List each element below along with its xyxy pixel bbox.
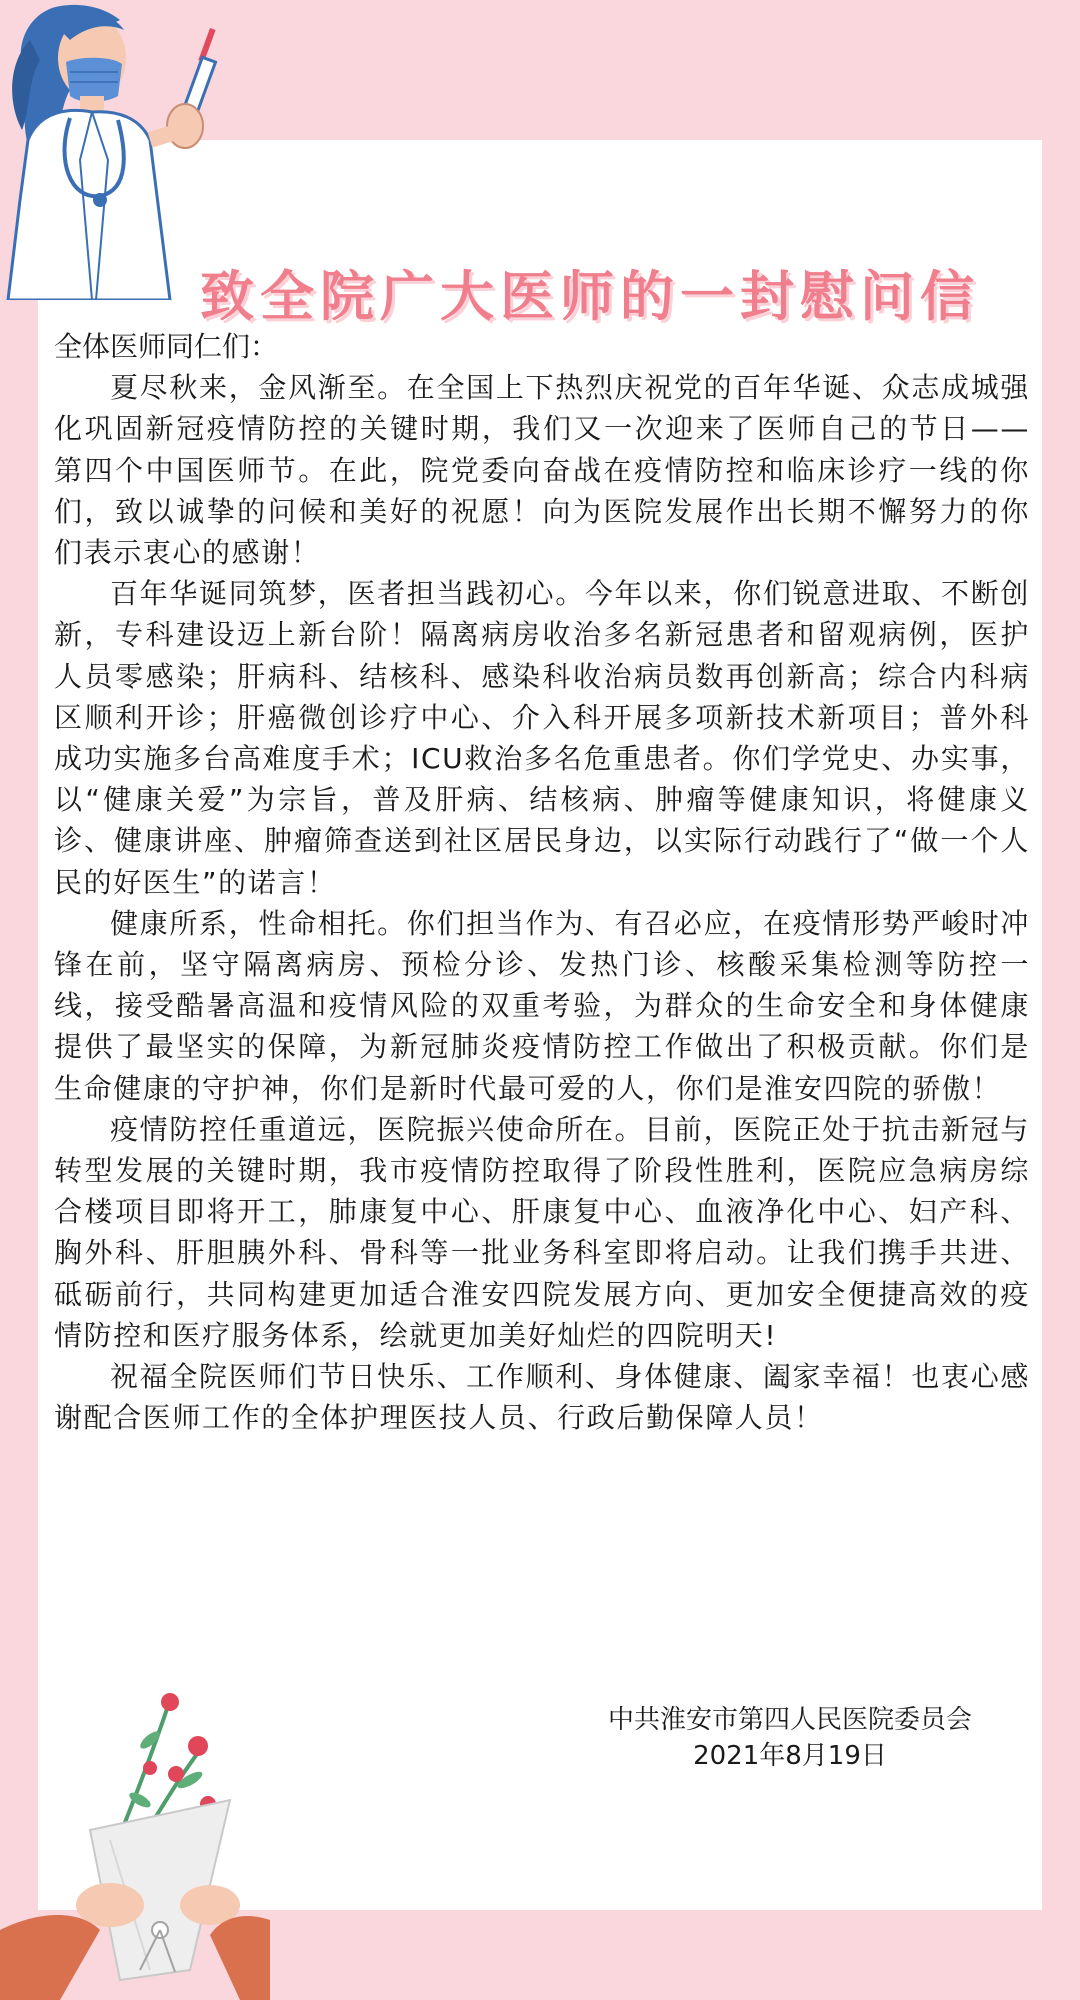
signature-date: 2021年8月19日 (693, 1741, 887, 1771)
letter-paragraph: 夏尽秋来，金风渐至。在全国上下热烈庆祝党的百年华诞、众志成城强化巩固新冠疫情防控的关键时期，我们又一次迎来了医师自己的节日——第四个中国医师节。在此，院党委向奋战在疫情防控和临床诊疗一线的你们，致以诚挚的问候和美好的祝愿！向为医院发展作出长期不懈努力的你们表示衷心的感谢！ (54, 371, 1030, 570)
letter-paragraph: 祝福全院医师们节日快乐、工作顺利、身体健康、阖家幸福！也衷心感谢配合医师工作的全体护理医技人员、行政后勤保障人员！ (54, 1360, 1030, 1435)
letter-paragraph: 健康所系，性命相托。你们担当作为、有召必应，在疫情形势严峻时冲锋在前，坚守隔离病房、预检分诊、发热门诊、核酸采集检测等防控一线，接受酷暑高温和疫情风险的双重考验，为群众的生命安全和身体健康提供了最坚实的保障，为新冠肺炎疫情防控工作做出了积极贡献。你们是生命健康的守护神，你们是新时代最可爱的人，你们是淮安四院的骄傲！ (54, 906, 1030, 1105)
letter-signature (560, 1702, 1020, 1774)
letter-body (54, 326, 1030, 1438)
flower-bouquet-illustration (0, 1680, 270, 2000)
letter-paragraph: 疫情防控任重道远，医院振兴使命所在。目前，医院正处于抗击新冠与转型发展的关键时期，我市疫情防控取得了阶段性胜利，医院应急病房综合楼项目即将开工，肺康复中心、肝康复中心、血液净化中心、妇产科、胸外科、肝胆胰外科、骨科等一批业务科室即将启动。让我们携手共进、砥砺前行，共同构建更加适合淮安四院发展方向、更加安全便捷高效的疫情防控和医疗服务体系，绘就更加美好灿烂的四院明天! (54, 1112, 1030, 1352)
signature-organization: 中共淮安市第四人民医院委员会 (607, 1705, 972, 1735)
letter-paragraph: 百年华诞同筑梦，医者担当践初心。今年以来，你们锐意进取、不断创新，专科建设迈上新台阶！隔离病房收治多名新冠患者和留观病例，医护人员零感染；肝病科、结核科、感染科收治病员数再创新高；综合内科病区顺利开诊；肝癌微创诊疗中心、介入科开展多项新技术新项目；普外科成功实施多台高难度手术；ICU救治多名危重患者。你们学党史、办实事，以“健康关爱”为宗旨，普及肝病、结核病、肿瘤等健康知识，将健康义诊、健康讲座、肿瘤筛查送到社区居民身边，以实际行动践行了“做一个人民的好医生”的诺言！ (54, 577, 1030, 899)
letter-greeting: 全体医师同仁们： (54, 330, 279, 363)
page-title: 致全院广大医师的一封慰问信 (200, 265, 980, 329)
